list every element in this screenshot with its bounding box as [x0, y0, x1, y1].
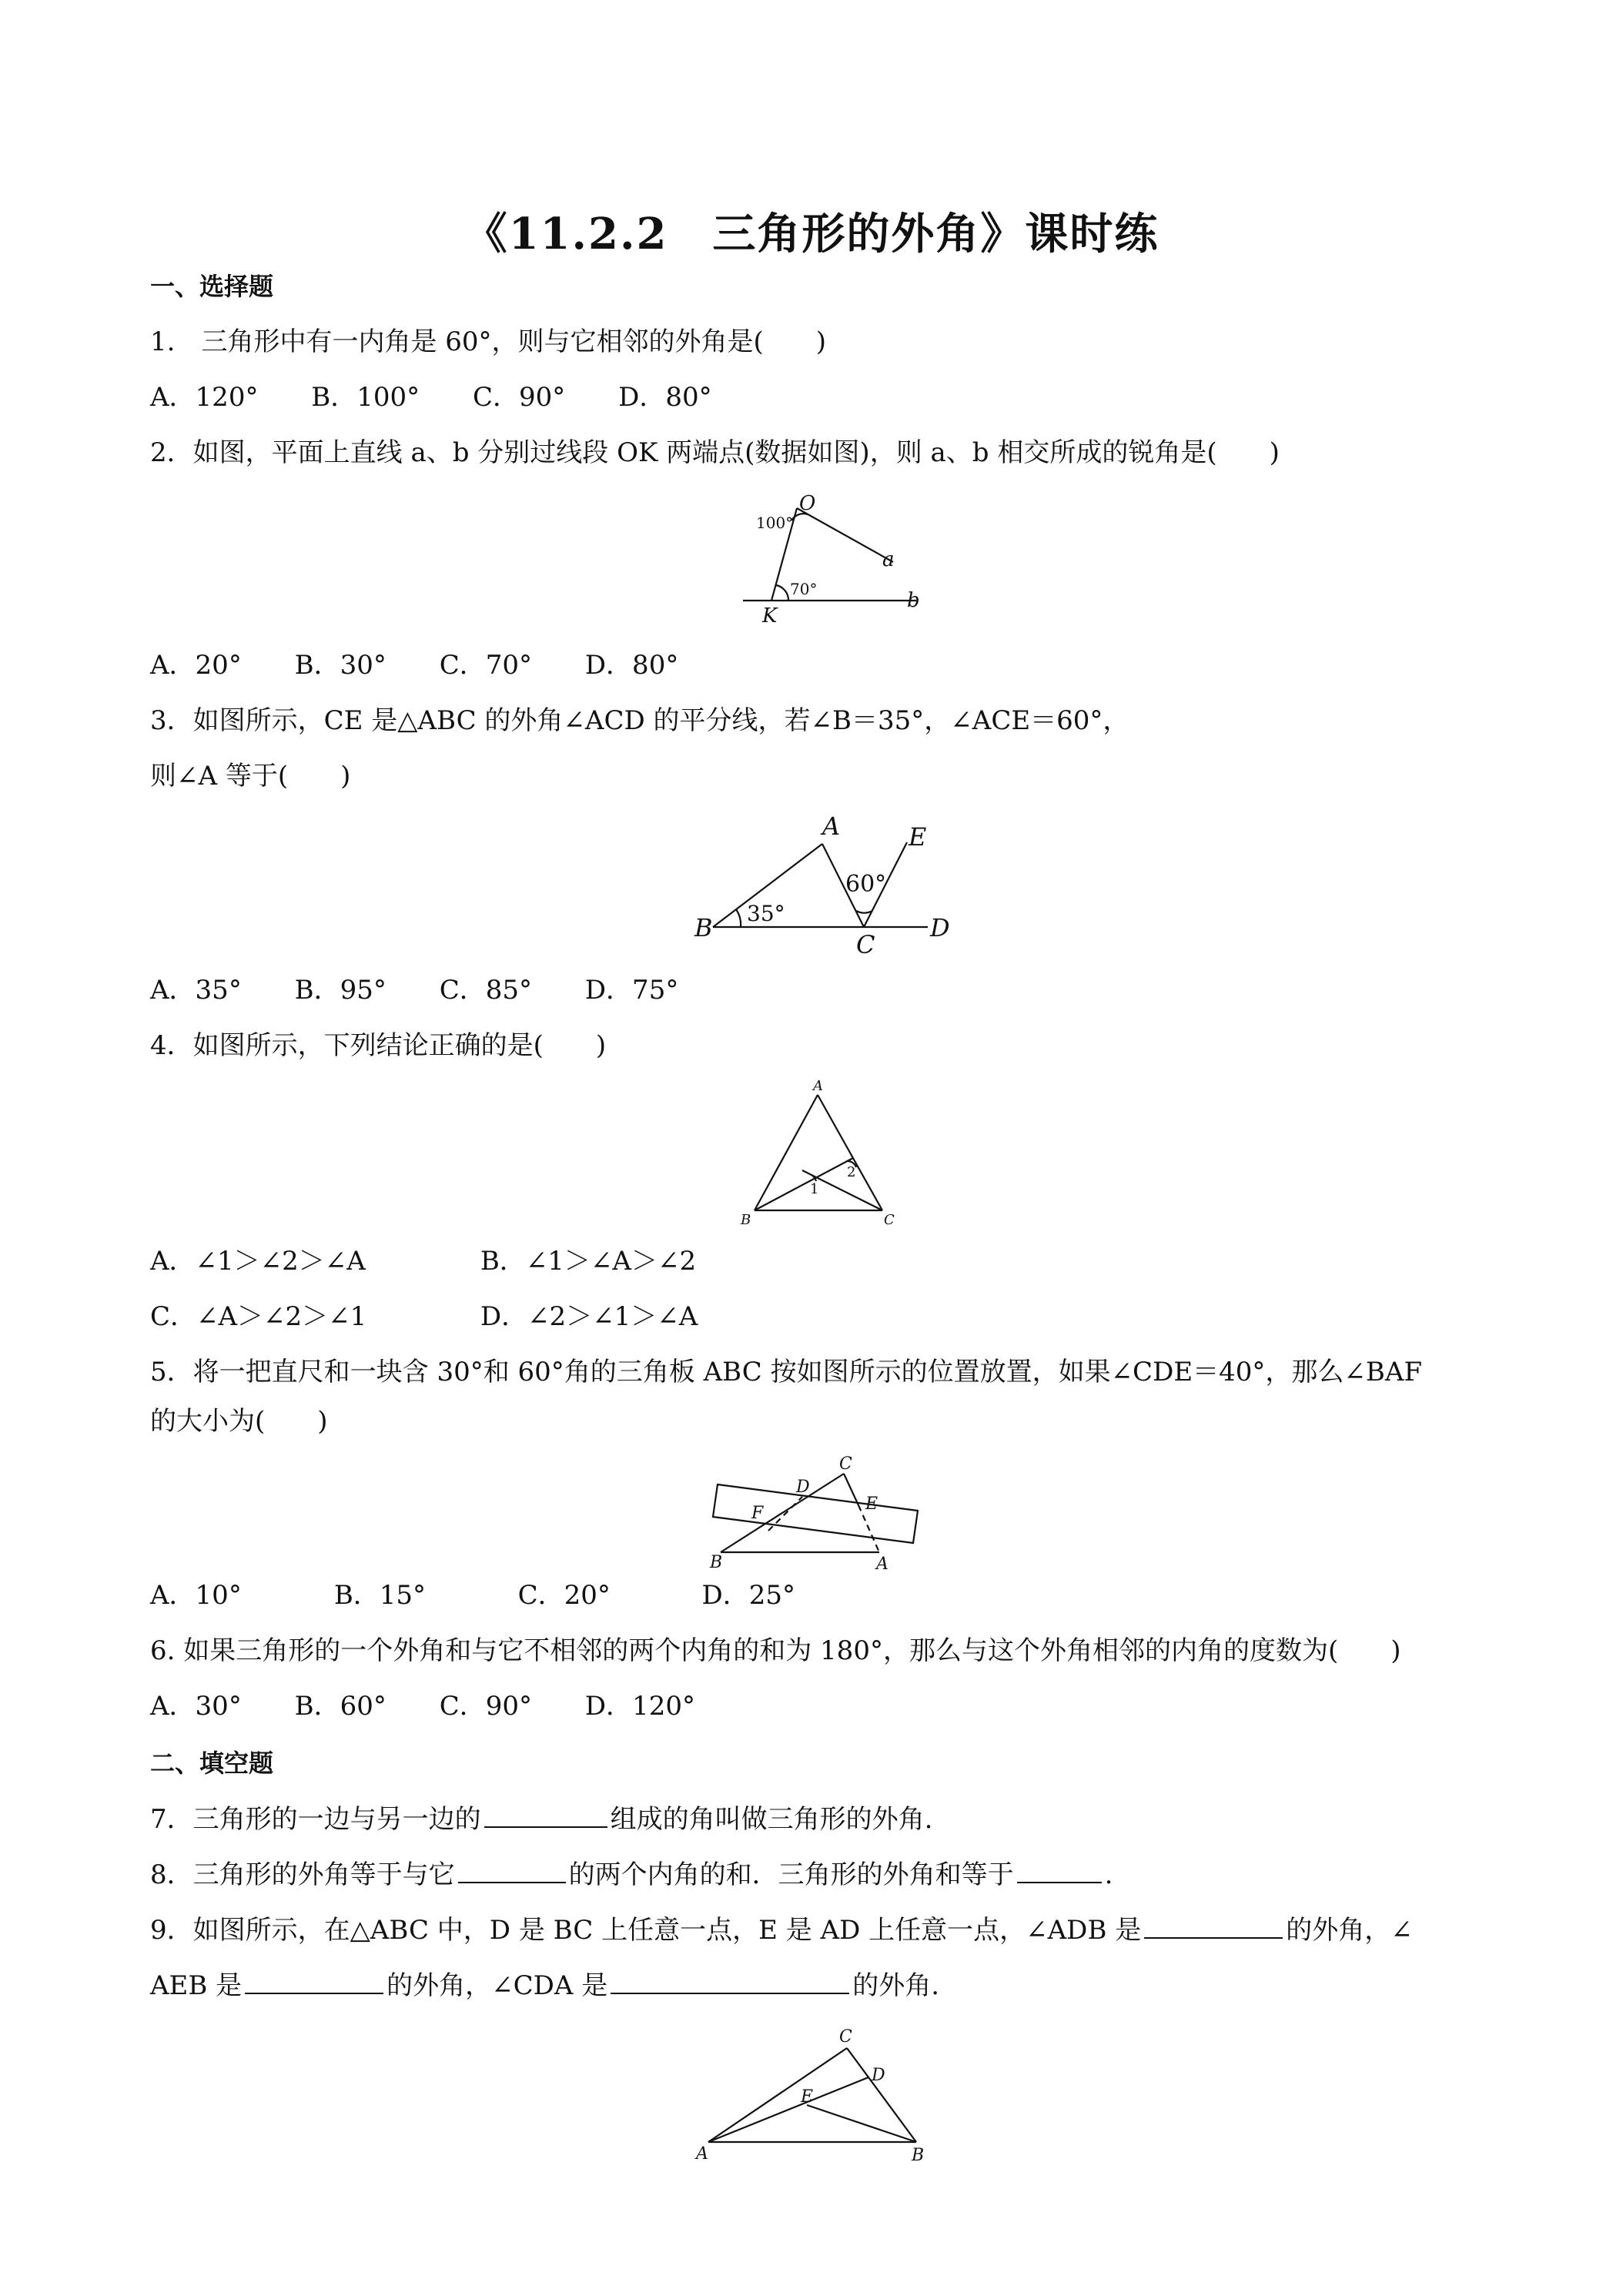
option-c[interactable]: C．70°: [439, 650, 532, 681]
option-d[interactable]: D．75°: [584, 975, 679, 1006]
label-c: C: [856, 930, 875, 959]
label-2: 2: [847, 1164, 856, 1180]
label-b: B: [912, 2146, 925, 2165]
question-6-stem: 6. 如果三角形的一个外角和与它不相邻的两个内角的和为 180°，那么与这个外角相邻的内角的度数为( ): [150, 1635, 1401, 1666]
option-a[interactable]: A．20°: [150, 650, 242, 681]
label-b: B: [710, 1553, 723, 1571]
question-2-options: [150, 647, 1508, 684]
label-c: C: [839, 1454, 852, 1474]
answer-blank-9a[interactable]: [1144, 1911, 1283, 1939]
line-a: [797, 508, 893, 562]
question-2-stem: 2．如图，平面上直线 a、b 分别过线段 OK 两端点(数据如图)，则 a、b 相交所成的锐角是( ): [150, 437, 1280, 468]
label-a: a: [882, 548, 895, 571]
option-d[interactable]: D．25°: [701, 1580, 795, 1611]
option-c[interactable]: C．90°: [439, 1691, 532, 1722]
option-d[interactable]: D．120°: [584, 1691, 695, 1722]
angle-o-label: 100°: [756, 514, 794, 532]
label-b: b: [907, 589, 920, 612]
option-d[interactable]: D．80°: [618, 382, 712, 413]
option-b[interactable]: B．60°: [294, 1691, 387, 1722]
question-9-figure: [693, 2027, 939, 2165]
question-4-figure: [731, 1078, 909, 1232]
section-heading-choice: 一、选择题: [150, 272, 274, 301]
label-b: B: [694, 913, 713, 942]
label-a: A: [822, 812, 841, 841]
question-3-stem-line1: 3．如图所示，CE 是△ABC 的外角∠ACD 的平分线，若∠B＝35°，∠ACE＝60°，: [150, 705, 1129, 736]
angle-k-arc: [776, 585, 788, 601]
question-8-text-2: 的两个内角的和．三角形的外角和等于: [568, 1859, 1014, 1890]
answer-blank-8b[interactable]: [1017, 1856, 1102, 1883]
question-7-text-1: 7．三角形的一边与另一边的: [150, 1804, 481, 1835]
question-3-options: [150, 972, 1508, 1009]
label-c: C: [839, 2027, 852, 2047]
angle-b-label: 35°: [747, 901, 785, 926]
label-d: D: [930, 913, 950, 942]
question-8-text-1: 8．三角形的外角等于与它: [150, 1859, 455, 1890]
angle-c-arc: [856, 911, 872, 913]
question-7-text-2: 组成的角叫做三角形的外角.: [610, 1804, 933, 1835]
side-ac: [818, 1095, 882, 1210]
label-c: C: [884, 1212, 895, 1228]
label-o: O: [799, 493, 816, 515]
segment-be: [807, 2105, 916, 2142]
label-f: F: [751, 1504, 764, 1523]
angle-ace-label: 60°: [845, 871, 887, 898]
answer-blank-9b[interactable]: [245, 1966, 383, 1994]
side-cb: [847, 2048, 916, 2142]
question-8: [150, 1856, 1508, 1893]
answer-blank-9c[interactable]: [611, 1966, 849, 1994]
option-c[interactable]: C．90°: [472, 382, 566, 413]
question-4-options-row1: [150, 1243, 1508, 1280]
question-9-line1: [150, 1911, 1508, 1949]
question-9-line2: [150, 1966, 1508, 2004]
question-3-stem-line2: 则∠A 等于( ): [150, 761, 351, 792]
option-c[interactable]: C．∠A＞∠2＞∠1: [150, 1301, 367, 1332]
question-3-figure: [685, 808, 962, 962]
label-a: A: [876, 1555, 888, 1571]
option-a[interactable]: A．30°: [150, 1691, 242, 1722]
side-bc: [721, 1474, 844, 1552]
question-9-text-5: 的外角.: [852, 1970, 940, 2001]
ruler: [713, 1484, 918, 1543]
option-a[interactable]: A．10°: [150, 1580, 242, 1611]
question-5-figure: [701, 1448, 932, 1571]
question-5-stem-line1: 5．将一把直尺和一块含 30°和 60°角的三角板 ABC 按如图所示的位置放置，如果∠CDE＝40°，那么∠BAF: [150, 1357, 1423, 1387]
question-6-options: [150, 1688, 1508, 1725]
question-2-figure: [708, 493, 924, 631]
label-e: E: [801, 2087, 814, 2107]
angle-b-arc: [736, 909, 741, 927]
option-d[interactable]: D．∠2＞∠1＞∠A: [480, 1301, 698, 1332]
option-b[interactable]: B．100°: [311, 382, 420, 413]
option-a[interactable]: A．∠1＞∠2＞∠A: [150, 1246, 366, 1277]
answer-blank-7[interactable]: [484, 1800, 607, 1828]
label-e: E: [909, 822, 927, 852]
question-9-text-4: 的外角，∠CDA 是: [387, 1970, 608, 2001]
question-1-options: [150, 379, 1508, 416]
option-b[interactable]: B．∠1＞∠A＞∠2: [480, 1246, 697, 1277]
question-5-options: [150, 1577, 1508, 1614]
label-1: 1: [810, 1181, 819, 1197]
question-4-stem: 4．如图所示，下列结论正确的是( ): [150, 1030, 607, 1061]
label-d: D: [872, 2066, 885, 2085]
option-b[interactable]: B．30°: [294, 650, 387, 681]
option-c[interactable]: C．85°: [439, 975, 532, 1006]
question-1-stem: 1. 三角形中有一内角是 60°，则与它相邻的外角是( ): [150, 326, 827, 357]
option-a[interactable]: A．120°: [150, 382, 259, 413]
option-d[interactable]: D．80°: [584, 650, 679, 681]
question-4-options-row2: [150, 1298, 1508, 1335]
section-heading-fill: 二、填空题: [150, 1749, 274, 1778]
question-9-text-1: 9．如图所示，在△ABC 中，D 是 BC 上任意一点，E 是 AD 上任意一点，∠ADB 是: [150, 1915, 1142, 1946]
question-5-stem-line2: 的大小为( ): [150, 1406, 328, 1437]
option-b[interactable]: B．15°: [333, 1580, 427, 1611]
angle-k-label: 70°: [790, 580, 818, 598]
page-title: 《11.2.2 三角形的外角》课时练: [463, 209, 1160, 259]
label-a: A: [813, 1078, 823, 1094]
label-b: B: [741, 1212, 751, 1228]
question-9-text-2: 的外角，∠: [1286, 1915, 1413, 1946]
label-d: D: [796, 1478, 810, 1497]
label-k: K: [762, 604, 778, 628]
label-e: E: [865, 1494, 878, 1514]
question-7: [150, 1800, 1508, 1838]
question-9-text-3: AEB 是: [150, 1970, 243, 2001]
option-a[interactable]: A．35°: [150, 975, 242, 1006]
label-a: A: [696, 2144, 708, 2164]
question-8-text-3: .: [1104, 1859, 1113, 1890]
option-c[interactable]: C．20°: [517, 1580, 611, 1611]
answer-blank-8a[interactable]: [458, 1856, 566, 1883]
option-b[interactable]: B．95°: [294, 975, 387, 1006]
